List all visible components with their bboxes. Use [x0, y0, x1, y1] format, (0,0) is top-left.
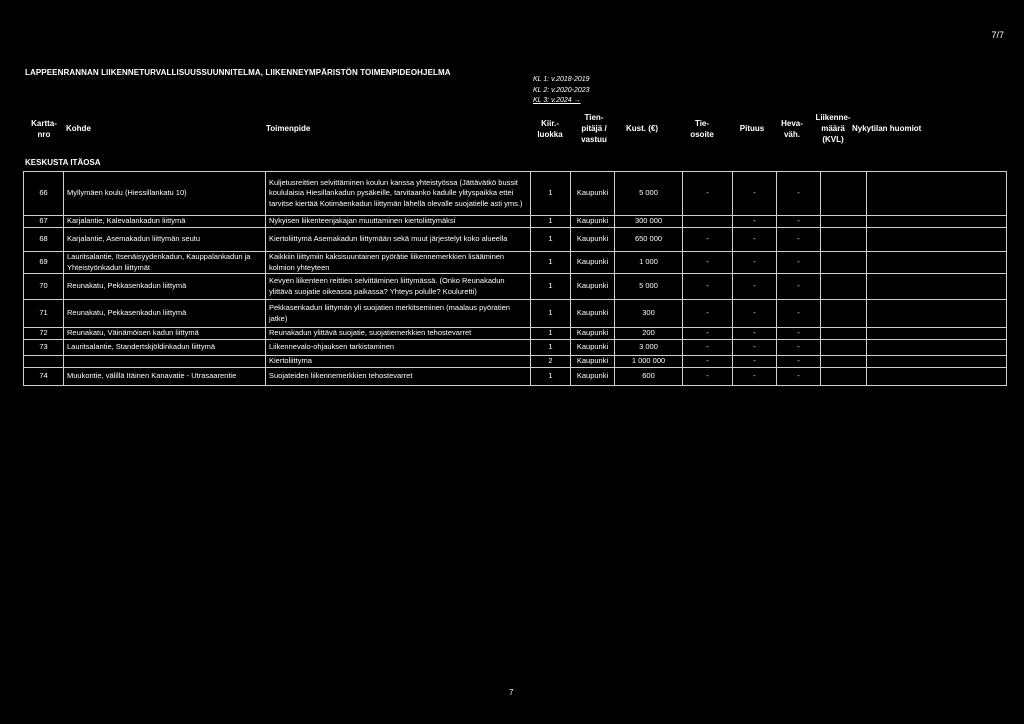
cell-toimenpide: Reunakadun ylittävä suojatie, suojatiemerkkien tehostevarret: [266, 328, 531, 340]
cell-kvl: [821, 328, 867, 340]
cell-huomiot: [867, 340, 1007, 356]
cell-kohde: Lauritsalantie, Itsenäisyydenkadun, Kauppalankadun ja Yhteistyönkadun liittymät: [64, 252, 266, 274]
cell-nro: 69: [24, 252, 64, 274]
measures-table: [23, 171, 1007, 386]
cell-kust: 5 000: [615, 172, 683, 216]
cell-kust: 200: [615, 328, 683, 340]
table-row: [24, 368, 1007, 386]
cell-kiir: 1: [531, 274, 571, 300]
header-pituus: Pituus: [739, 124, 765, 133]
cell-kust: 1 000 000: [615, 356, 683, 368]
cell-tieosoite: -: [683, 300, 733, 328]
cell-nro: 74: [24, 368, 64, 386]
cell-toimenpide: Liikennevalo-ohjauksen tarkistaminen: [266, 340, 531, 356]
cell-heva: -: [777, 228, 821, 252]
header-kohde: Kohde: [66, 124, 91, 133]
cell-heva: -: [777, 356, 821, 368]
header-tieosoite: Tie- osoite: [690, 119, 714, 139]
header-hevavah: Heva- väh.: [781, 119, 803, 139]
cell-kohde: [64, 356, 266, 368]
cell-tieosoite: -: [683, 340, 733, 356]
cell-tieosoite: [683, 216, 733, 228]
cell-nro: 70: [24, 274, 64, 300]
cell-kvl: [821, 216, 867, 228]
cell-kohde: Reunakatu, Pekkasenkadun liittymä: [64, 274, 266, 300]
cell-pituus: -: [733, 328, 777, 340]
cell-kvl: [821, 368, 867, 386]
cell-kvl: [821, 340, 867, 356]
header-tienpitaja: Tien- pitäjä / vastuu: [581, 113, 607, 144]
cell-huomiot: [867, 172, 1007, 216]
cell-tieosoite: -: [683, 228, 733, 252]
cell-kiir: 1: [531, 300, 571, 328]
cell-huomiot: [867, 216, 1007, 228]
cell-pituus: -: [733, 252, 777, 274]
cell-heva: -: [777, 340, 821, 356]
cell-vastuu: Kaupunki: [571, 300, 615, 328]
cell-nro: 73: [24, 340, 64, 356]
cell-pituus: -: [733, 172, 777, 216]
cell-kvl: [821, 356, 867, 368]
kl-legend-3: KL 3: v.2024 →: [533, 97, 581, 104]
cell-nro: 68: [24, 228, 64, 252]
table-row: [24, 274, 1007, 300]
cell-tieosoite: -: [683, 328, 733, 340]
cell-toimenpide: Kaikkiin liittymiin kaksisuuntainen pyörätie liikennemerkkien lisääminen kolmion yhteyteen: [266, 252, 531, 274]
page-number: 7/7: [991, 30, 1004, 40]
cell-nro: 67: [24, 216, 64, 228]
cell-kohde: Karjalantie, Kalevalankadun liittymä: [64, 216, 266, 228]
header-kiirluokka: Kiir.- luokka: [537, 119, 563, 139]
cell-huomiot: [867, 300, 1007, 328]
table-row: [24, 228, 1007, 252]
cell-tieosoite: -: [683, 172, 733, 216]
kl-legend-1: KL 1: v.2018-2019: [533, 76, 590, 83]
cell-toimenpide: Kiertoliittyma: [266, 356, 531, 368]
cell-kiir: 1: [531, 228, 571, 252]
cell-vastuu: Kaupunki: [571, 356, 615, 368]
cell-heva: -: [777, 172, 821, 216]
cell-pituus: -: [733, 368, 777, 386]
header-kust: Kust. (€): [626, 124, 658, 133]
cell-pituus: -: [733, 216, 777, 228]
cell-tieosoite: -: [683, 252, 733, 274]
cell-toimenpide: Nykyisen liikenteenjakajan muuttaminen kiertoliittymäksi: [266, 216, 531, 228]
cell-kust: 3 000: [615, 340, 683, 356]
cell-vastuu: Kaupunki: [571, 368, 615, 386]
cell-heva: -: [777, 368, 821, 386]
cell-toimenpide: Kiertoliittymä Asemakadun liittymään sekä muut järjestelyt koko alueella: [266, 228, 531, 252]
table-row: [24, 216, 1007, 228]
cell-vastuu: Kaupunki: [571, 328, 615, 340]
cell-kust: 300 000: [615, 216, 683, 228]
cell-nro: 72: [24, 328, 64, 340]
cell-pituus: -: [733, 300, 777, 328]
cell-kohde: Reunakatu, Väinämöisen kadun liittymä: [64, 328, 266, 340]
cell-heva: -: [777, 216, 821, 228]
cell-kohde: Karjalantie, Asemakadun liittymän seutu: [64, 228, 266, 252]
table-row: [24, 340, 1007, 356]
cell-kohde: Muukontie, välillä Itäinen Kanavatie - Utrasaarentie: [64, 368, 266, 386]
cell-kiir: 1: [531, 172, 571, 216]
cell-heva: -: [777, 328, 821, 340]
cell-vastuu: Kaupunki: [571, 252, 615, 274]
footer-page-number: 7: [509, 688, 514, 697]
table-row: [24, 252, 1007, 274]
cell-pituus: -: [733, 228, 777, 252]
cell-kust: 300: [615, 300, 683, 328]
header-toimenpide: Toimenpide: [266, 124, 311, 133]
cell-huomiot: [867, 274, 1007, 300]
cell-kohde: Reunakatu, Pekkasenkadun liittymä: [64, 300, 266, 328]
table-row: [24, 300, 1007, 328]
cell-pituus: -: [733, 274, 777, 300]
table-row: [24, 356, 1007, 368]
cell-kvl: [821, 252, 867, 274]
cell-toimenpide: Pekkasenkadun liittymän yli suojatien merkitseminen (maalaus pyöratien jatke): [266, 300, 531, 328]
cell-kust: 650 000: [615, 228, 683, 252]
cell-kust: 1 000: [615, 252, 683, 274]
cell-kvl: [821, 274, 867, 300]
cell-kiir: 1: [531, 252, 571, 274]
cell-toimenpide: Suojateiden liikennemerkkien tehostevarret: [266, 368, 531, 386]
cell-heva: -: [777, 274, 821, 300]
cell-huomiot: [867, 356, 1007, 368]
cell-vastuu: Kaupunki: [571, 274, 615, 300]
cell-pituus: -: [733, 356, 777, 368]
cell-nro: [24, 356, 64, 368]
cell-tieosoite: -: [683, 274, 733, 300]
cell-heva: -: [777, 252, 821, 274]
table-row: [24, 328, 1007, 340]
cell-toimenpide: Kuljetusreittien selvittäminen koulun kanssa yhteistyössa (Jättävätkö bussit koululaisia Hiesillankadun pysäkeille, tarvitaanko kadulle ylityspaikka ettei tarvitse kiertää Kotimäenkadun liittymän lähellä olevalle suojatielle asti yms.): [266, 172, 531, 216]
cell-kiir: 1: [531, 328, 571, 340]
cell-kust: 5 000: [615, 274, 683, 300]
header-kvl: Liikenne- määrä (KVL): [815, 113, 851, 144]
cell-kust: 600: [615, 368, 683, 386]
cell-kohde: Lauritsalantie, Standertskjöldinkadun liittymä: [64, 340, 266, 356]
cell-vastuu: Kaupunki: [571, 228, 615, 252]
header-huomiot: Nykytilan huomiot: [852, 124, 922, 133]
cell-toimenpide: Kevyen liikenteen reittien selvittäminen liittymässä. (Onko Reunakadun ylittävä suojatie oikeassa paikassa? Yhteys polulle? Kouluretti): [266, 274, 531, 300]
cell-pituus: -: [733, 340, 777, 356]
cell-kiir: 1: [531, 216, 571, 228]
kl-legend-2: KL 2: v.2020-2023: [533, 87, 590, 94]
cell-huomiot: [867, 228, 1007, 252]
cell-heva: -: [777, 300, 821, 328]
cell-tieosoite: -: [683, 356, 733, 368]
cell-nro: 66: [24, 172, 64, 216]
cell-kiir: 1: [531, 340, 571, 356]
cell-kiir: 1: [531, 368, 571, 386]
cell-kvl: [821, 172, 867, 216]
table-row: [24, 172, 1007, 216]
cell-huomiot: [867, 328, 1007, 340]
section-title: KESKUSTA ITÄOSA: [25, 158, 101, 167]
cell-vastuu: Kaupunki: [571, 216, 615, 228]
cell-kvl: [821, 300, 867, 328]
header-karttanro: Kartta- nro: [31, 119, 57, 139]
cell-kiir: 2: [531, 356, 571, 368]
cell-huomiot: [867, 368, 1007, 386]
document-title: LAPPEENRANNAN LIIKENNETURVALLISUUSSUUNNITELMA, LIIKENNEYMPÄRISTÖN TOIMENPIDEOHJELMA: [25, 68, 451, 77]
cell-nro: 71: [24, 300, 64, 328]
cell-kvl: [821, 228, 867, 252]
cell-tieosoite: -: [683, 368, 733, 386]
cell-kohde: Myllymäen koulu (Hiessillankatu 10): [64, 172, 266, 216]
cell-vastuu: Kaupunki: [571, 172, 615, 216]
cell-huomiot: [867, 252, 1007, 274]
cell-vastuu: Kaupunki: [571, 340, 615, 356]
